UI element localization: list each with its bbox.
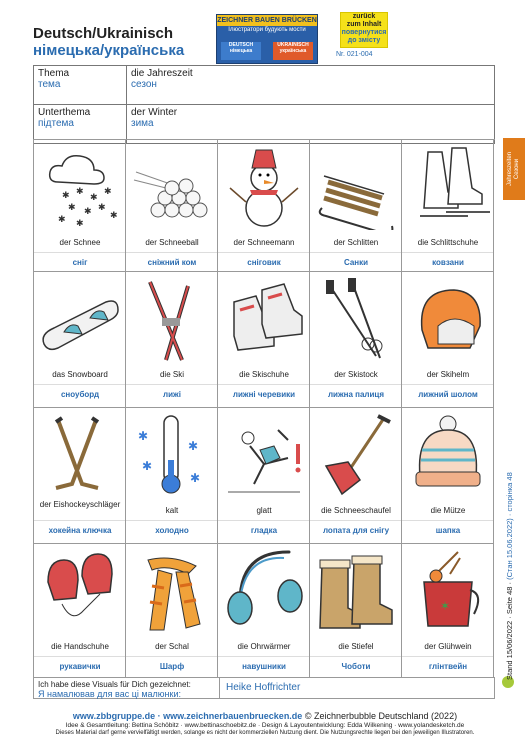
thema-de: die Jahreszeit	[131, 68, 193, 79]
card-divider	[402, 384, 493, 385]
ski-icon	[128, 274, 216, 362]
vocab-ukrainian: сніг	[72, 258, 88, 267]
snow-shovel-icon	[312, 410, 400, 498]
svg-text:✱: ✱	[62, 190, 70, 200]
vocab-ukrainian: сніжний ком	[147, 258, 197, 267]
illustrator-credit	[33, 677, 495, 699]
thema-value-cell	[127, 66, 495, 105]
card-divider	[34, 520, 125, 521]
card-divider	[218, 384, 309, 385]
vocab-ukrainian: сноуборд	[60, 390, 100, 399]
vocabulary-grid	[33, 139, 495, 677]
vocab-card	[34, 544, 126, 678]
vocab-card	[126, 408, 218, 544]
vocab-german: der Skistock	[334, 370, 378, 379]
vocab-card	[126, 140, 218, 272]
logo-banner: ZEICHNER BAUEN BRÜCKEN	[217, 17, 317, 24]
logo-right-label: UKRAINISCH українська	[273, 42, 313, 60]
vocab-card	[218, 408, 310, 544]
vocab-ukrainian: сніговик	[247, 258, 281, 267]
sled-icon	[312, 142, 400, 230]
unterthema-label-de: Unterthema	[38, 107, 91, 118]
vocab-ukrainian: глінтвейн	[428, 662, 468, 671]
vocab-ukrainian: хокейна ключка	[48, 526, 112, 535]
card-divider	[126, 252, 217, 253]
sheet-number: Nr. 021-004	[336, 51, 373, 58]
vocab-ukrainian: лижі	[163, 390, 181, 399]
svg-text:✱: ✱	[188, 439, 199, 453]
vocab-card	[218, 544, 310, 678]
vocab-german: der Glühwein	[424, 642, 472, 651]
credit-question-de: Ich habe diese Visuals für Dich gezeichnet:	[38, 680, 191, 689]
svg-text:✶: ✶	[440, 599, 451, 613]
vocab-ukrainian: шапка	[435, 526, 461, 535]
beanie-icon	[404, 410, 492, 498]
thema-uk: сезон	[131, 79, 157, 90]
vocab-card	[126, 544, 218, 678]
svg-text:✱: ✱	[76, 186, 84, 196]
thema-label-uk: тема	[38, 79, 61, 90]
vocab-ukrainian: лопата для снігу	[322, 526, 390, 535]
vocab-card	[34, 140, 126, 272]
footer-credits: Idee & Gesamtleitung: Bettina Schöbitz · www.bettinaschoebitz.de · Design & Layoutentwicklung: Edda Wilkening · www.yolandesketch.de	[65, 722, 465, 729]
vocab-ukrainian: холодно	[155, 526, 189, 535]
card-divider	[218, 252, 309, 253]
vocab-german: die Handschuhe	[51, 642, 109, 651]
svg-text:✱: ✱	[68, 202, 76, 212]
vocab-german: der Schneeball	[145, 238, 199, 247]
vocab-ukrainian: Чоботи	[341, 662, 371, 671]
vocab-card	[310, 272, 402, 408]
ski-boot-icon	[220, 274, 308, 362]
vocab-ukrainian: навушники	[242, 662, 286, 671]
back-uk-1: повернутися	[341, 29, 387, 36]
stand-de: Stand 15/06/2022 · Seite 48 ·	[505, 582, 514, 680]
vocab-card	[34, 408, 126, 544]
ski-helmet-icon	[404, 274, 492, 362]
vocab-german: die Schlittschuhe	[417, 238, 479, 247]
slipping-icon	[220, 410, 308, 498]
card-divider	[310, 384, 401, 385]
vocab-card	[402, 140, 494, 272]
card-divider	[310, 520, 401, 521]
card-divider	[402, 252, 493, 253]
card-divider	[402, 656, 493, 657]
illustrator-name: Heike Hoffrichter	[226, 682, 301, 693]
mulled-wine-icon	[404, 546, 492, 634]
card-divider	[126, 656, 217, 657]
vocab-card	[218, 140, 310, 272]
vocab-card	[310, 408, 402, 544]
unterthema-value-cell	[127, 105, 495, 144]
card-divider	[310, 252, 401, 253]
vocab-card	[34, 272, 126, 408]
svg-text:✱: ✱	[190, 471, 201, 485]
card-divider	[126, 520, 217, 521]
card-divider	[34, 252, 125, 253]
vocab-ukrainian: ковзани	[432, 258, 464, 267]
vocab-card	[310, 544, 402, 678]
vocab-card	[402, 408, 494, 544]
vocab-german: der Schnee	[59, 238, 101, 247]
vocab-german: die Schneeschaufel	[321, 506, 391, 515]
stand-vertical-text	[505, 472, 514, 680]
vocab-ukrainian: лижні черевики	[232, 390, 296, 399]
card-divider	[218, 656, 309, 657]
thema-label-cell	[34, 66, 127, 105]
card-divider	[310, 656, 401, 657]
vocab-ukrainian: лижна палиця	[327, 390, 385, 399]
stand-uk: (Стан 15.06.2022) · сторінка 48	[505, 472, 514, 580]
logo-left-label: DEUTSCH німецька	[221, 42, 261, 60]
snowball-icon	[128, 142, 216, 230]
credit-question-uk: Я намалював для вас ці малюнки:	[38, 689, 181, 699]
vocab-german: die Skischuhe	[239, 370, 289, 379]
vocab-german: der Schal	[155, 642, 189, 651]
back-uk-2: до змісту	[347, 37, 381, 44]
svg-text:✱: ✱	[84, 206, 92, 216]
title-german: Deutsch/Ukrainisch	[33, 25, 174, 42]
snowboard-icon	[36, 274, 124, 362]
svg-text:✱: ✱	[90, 192, 98, 202]
scarf-icon	[128, 546, 216, 634]
footer-links: www.zbbgruppe.de · www.zeichnerbauenbruecken.de © Zeichnerbubble Deutschland (2022)	[72, 711, 458, 721]
vocab-german: der Skihelm	[426, 370, 470, 379]
vocab-german: die Ohrwärmer	[237, 642, 291, 651]
side-tab-seasons[interactable]	[503, 138, 525, 200]
footer-link-zbbgruppe[interactable]: www.zbbgruppe.de	[72, 711, 156, 721]
card-divider	[402, 520, 493, 521]
snow-cloud-icon	[36, 142, 124, 230]
logo-subtitle: Ілюстратори будують мости	[228, 27, 306, 33]
back-de-2: zum Inhalt	[346, 21, 382, 28]
card-divider	[218, 520, 309, 521]
ski-pole-icon	[312, 274, 400, 362]
vocab-ukrainian: гладка	[250, 526, 278, 535]
svg-text:✱: ✱	[76, 218, 84, 228]
boots-icon	[312, 546, 400, 634]
vocab-german: die Ski	[159, 370, 184, 379]
vocab-ukrainian: рукавички	[59, 662, 101, 671]
earmuffs-icon	[220, 546, 308, 634]
zeichner-bauen-bruecken-logo	[216, 14, 318, 64]
vocab-german: die Stiefel	[338, 642, 374, 651]
vocab-ukrainian: Санки	[343, 258, 369, 267]
vocab-ukrainian: лижний шолом	[418, 390, 478, 399]
back-to-contents-button[interactable]	[340, 12, 388, 48]
svg-text:✱: ✱	[138, 429, 149, 443]
card-divider	[34, 656, 125, 657]
vocab-card	[310, 140, 402, 272]
ice-skate-icon	[404, 142, 492, 230]
hockey-stick-icon	[36, 410, 124, 498]
vocab-card	[402, 272, 494, 408]
topic-table	[33, 65, 495, 144]
unterthema-uk: зима	[131, 118, 154, 129]
svg-text:✱: ✱	[110, 210, 118, 220]
vocab-german: glatt	[256, 506, 272, 515]
vocab-card	[218, 272, 310, 408]
unterthema-label-cell	[34, 105, 127, 144]
thermometer-icon	[128, 410, 216, 498]
side-tab-uk: Сезони	[514, 158, 520, 180]
vocab-german: die Mütze	[430, 506, 466, 515]
side-tab-de: Jahreszeiten	[507, 151, 513, 187]
footer-copyright: © Zeichnerbubble Deutschland (2022)	[304, 711, 458, 721]
vocab-german: kalt	[165, 506, 179, 515]
unterthema-label-uk: підтема	[38, 118, 74, 129]
svg-text:✱: ✱	[104, 186, 112, 196]
vocab-card	[402, 544, 494, 678]
unterthema-de: der Winter	[131, 107, 178, 118]
svg-text:✱: ✱	[58, 214, 66, 224]
title-ukrainian: німецька/українська	[33, 42, 185, 59]
footer-license: Dieses Material darf gerne vervielfältigt werden, solange es nicht der kommerziellen Nutzung dient. Die Nutzungsrechte liegen bei den jeweiligen Illustratoren.	[55, 730, 475, 736]
vocab-card	[126, 272, 218, 408]
card-divider	[34, 384, 125, 385]
footer-link-zeichnerbauenbruecken[interactable]: www.zeichnerbauenbruecken.de	[163, 711, 303, 721]
back-de-1: zurück	[352, 13, 376, 20]
vocab-german: der Schlitten	[333, 238, 379, 247]
svg-text:✱: ✱	[142, 459, 153, 473]
mittens-icon	[36, 546, 124, 634]
card-divider	[126, 384, 217, 385]
thema-label-de: Thema	[38, 68, 70, 79]
vocab-german: der Eishockeyschläger	[39, 500, 121, 509]
vocab-german: das Snowboard	[52, 370, 108, 379]
svg-text:✱: ✱	[98, 202, 106, 212]
vocab-ukrainian: Шарф	[159, 662, 185, 671]
credit-separator	[219, 678, 220, 698]
snowman-icon	[220, 142, 308, 230]
vocab-german: der Schneemann	[233, 238, 295, 247]
